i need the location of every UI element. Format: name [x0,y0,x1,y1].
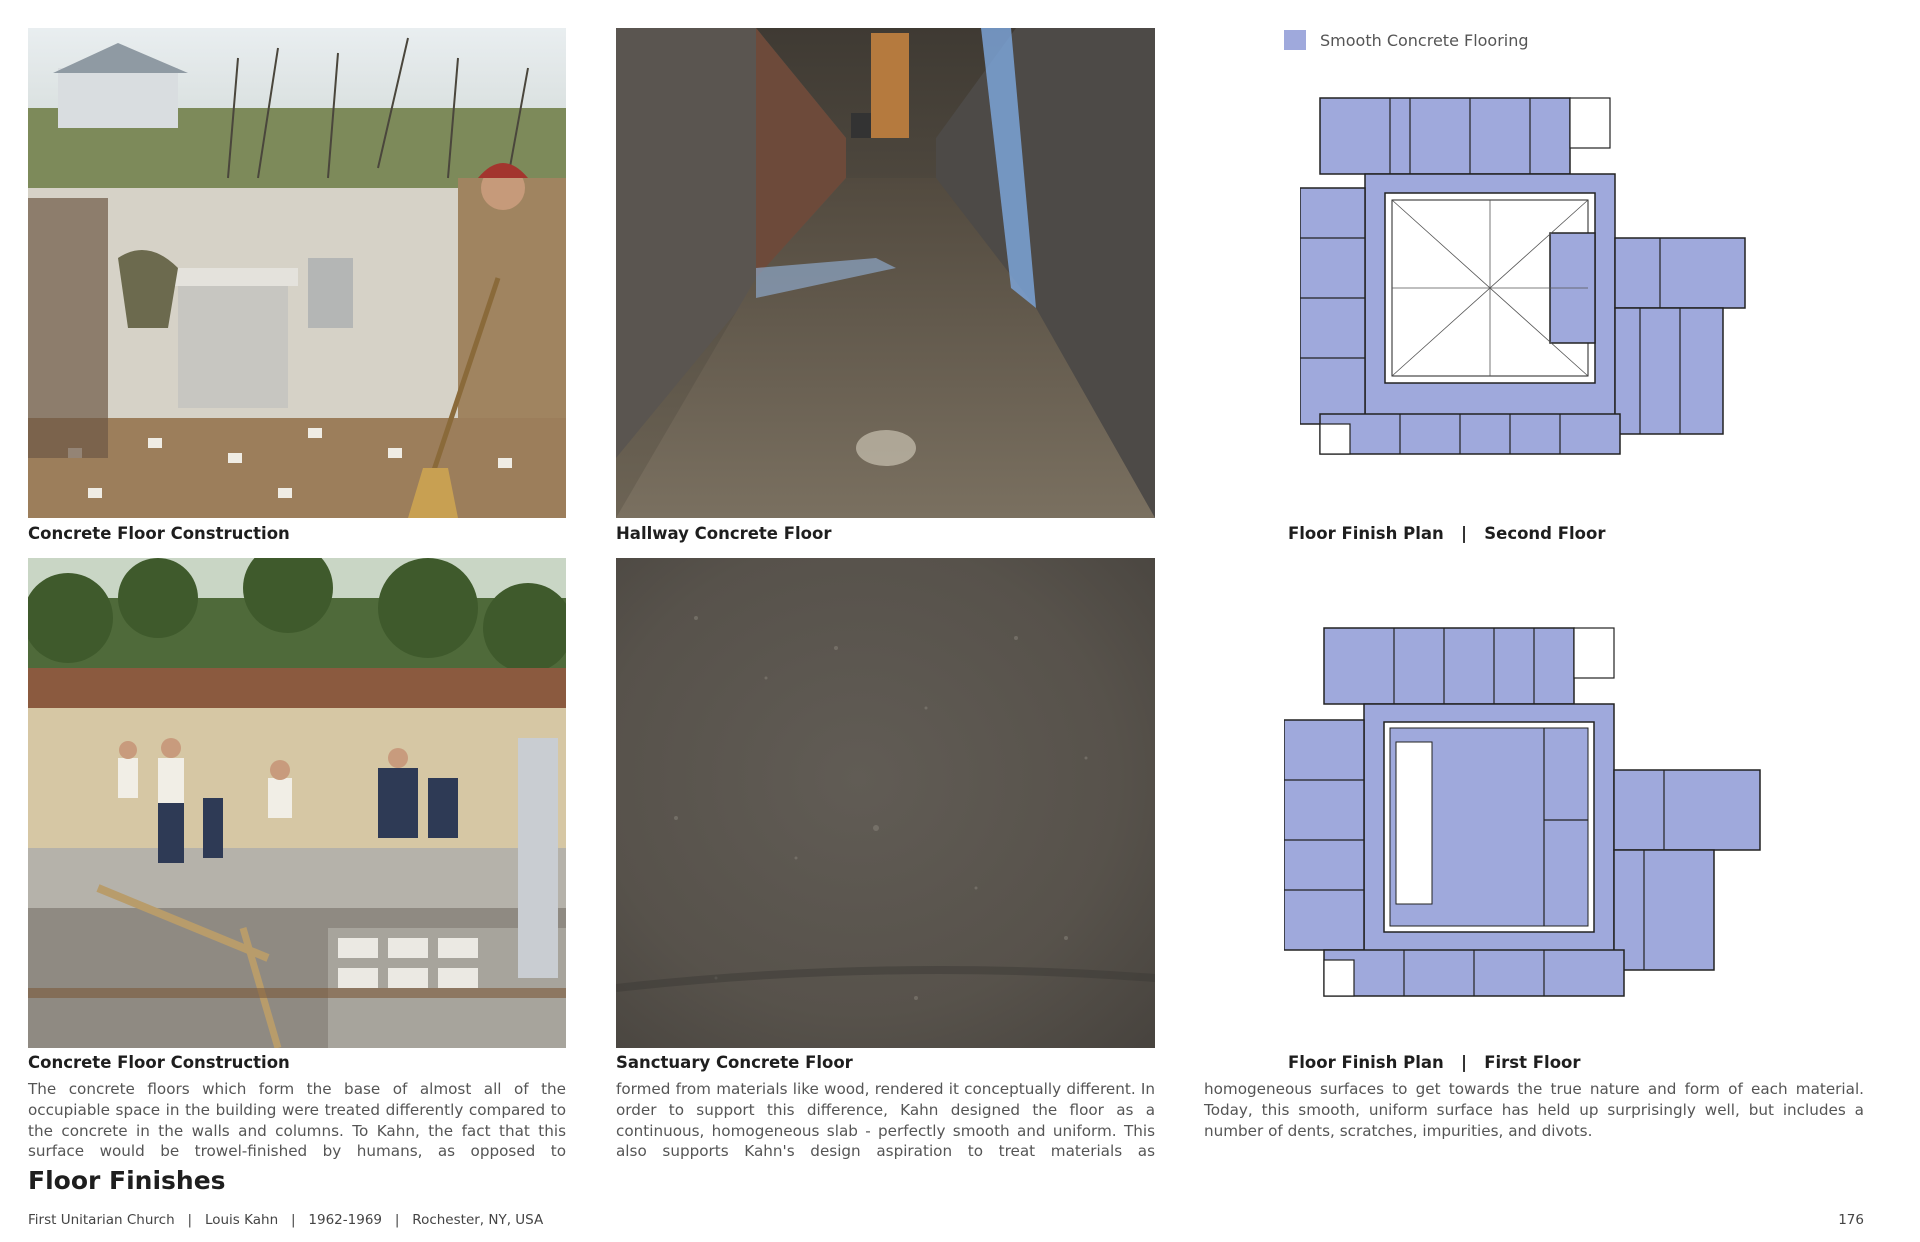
caption-photo-3: Concrete Floor Construction [28,1053,290,1072]
caption-plan-second: Floor Finish Plan | Second Floor [1288,524,1606,543]
photo-floor-construction-1 [28,28,566,518]
legend-swatch-icon [1284,30,1306,50]
caption-photo-1: Concrete Floor Construction [28,524,290,543]
caption-photo-4: Sanctuary Concrete Floor [616,1053,853,1072]
photo-hallway-floor [616,28,1155,518]
caption-plan-first: Floor Finish Plan | First Floor [1288,1053,1581,1072]
body-text-col-3: homogeneous surfaces to get towards the true nature and form of each material. Today, this smooth, uniform surface has held up surprisingly well, but includes a number of dents, scratches, impurities, and divots. [1204,1080,1864,1140]
page-subtitle: First Unitarian Church | Louis Kahn | 1962-1969 | Rochester, NY, USA [28,1212,544,1228]
photo-floor-construction-2 [28,558,566,1048]
legend [1284,30,1529,50]
photo-sanctuary-floor [616,558,1155,1048]
caption-photo-2: Hallway Concrete Floor [616,524,832,543]
body-text-col-2: formed from materials like wood, rendered it conceptually different. In order to support this difference, Kahn designed the floor as a continuous, homogeneous slab - perfectly smooth and uniform. This also supports Kahn's design aspiration to treat materials as [616,1080,1155,1161]
page-number: 176 [1838,1212,1864,1228]
legend-label: Smooth Concrete Flooring [1320,30,1529,50]
plan-first-floor [1284,620,1790,1004]
page-title: Floor Finishes [28,1166,226,1195]
plan-second-floor [1300,88,1790,472]
body-text-col-1: The concrete floors which form the base of almost all of the occupiable space in the building were treated differently compared to the concrete in the walls and columns. To Kahn, the fact that this surface would be trowel-finished by humans, as opposed to [28,1080,566,1161]
